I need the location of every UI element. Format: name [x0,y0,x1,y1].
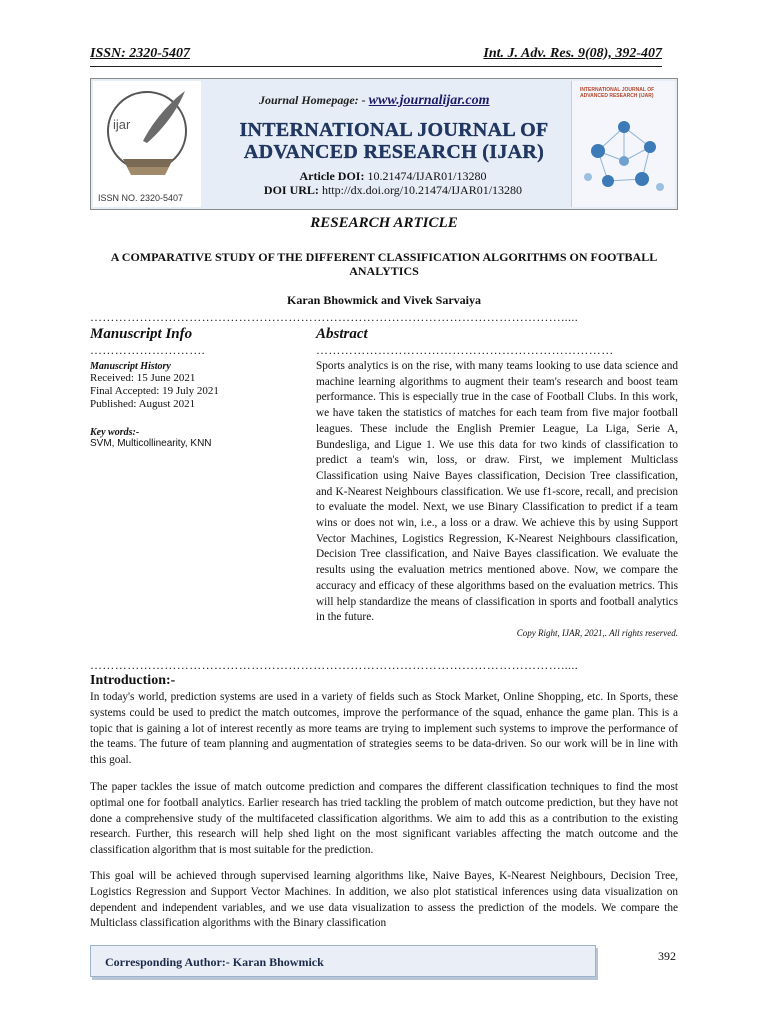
introduction-paragraph-2: The paper tackles the issue of match outcome prediction and compares the different classification techniques to find the most optimal one for football analytics. Earlier research has tried tackling the problem of match outcome prediction, but they have not done a comprehensive study of the multifaceted classification algorithms. We aim to add this as a contribution to the existing research. Further, this research will help shed light on the most significant variables affecting the match outcome and the classification algorithm that is most suitable for the prediction. [90,781,678,857]
journal-title-line2: ADVANCED RESEARCH (IJAR) [243,141,545,163]
doi-label: Article DOI: [299,169,365,183]
logo-text: ijar [113,117,131,132]
manuscript-info [90,326,290,450]
logo-issn: ISSN NO. 2320-5407 [98,193,184,203]
article-type: RESEARCH ARTICLE [310,215,458,231]
article-authors: Karan Bhowmick and Vivek Sarvaiya [286,293,482,307]
running-header [90,46,662,62]
copyright-notice: Copy Right, IJAR, 2021,. All rights reserved. [516,627,678,638]
introduction-paragraph-1: In today's world, prediction systems are used in a variety of fields such as Stock Market, Online Shopping, etc. In Sports, these systems could be used to predict the match outcomes, improve the performance of the squad, enhance the game plan. This is a topic that is gaining a lot of interest recently as more teams are trying to implement such systems to improve the performance of the teams. The future of team planning and augmentation of strategies seems to be data-driven. So our work will be in line with this goal. [90,691,678,767]
homepage-link[interactable]: www.journalijar.com [368,93,490,108]
corresponding-author-box [90,945,596,977]
journal-homepage [259,93,490,109]
manuscript-dots: ………………………. [90,343,205,357]
abstract-text: Sports analytics is on the rise, with many teams looking to use data science and machine learning algorithms to augment their team's research and boost team performance. This is especially true in the case of Football Clubs. In this work, we have taken the statistics of matches for each team from five major football leagues. These include the English Premier League, La Liga, Serie A, Bundesliga, and Ligue 1. We use this data for two kinds of classification to predict a team's win, loss, or draw. First, we implement Multiclass Classification using Naive Bayes classification, Decision Tree classification, and K-Nearest Neighbours classification. We use f1-score, recall, and precision to evaluate the model. Next, we use Binary Classification to predict if a team wins or does not win, i.e., a loss or a draw. We achieve this by using Support Vector Machines, Logistics Regression, K-Nearest Neighbours classification, Decision Tree classification, and Naive Bayes classification. We evaluate the results using the evaluation metrics mentioned above. Now, we compare the accuracy and efficacy of these algorithms based on the evaluation metrics. This will help standardize the means of classification in sports and football analytics in the future. [316,360,678,624]
corresponding-author: Corresponding Author:- Karan Bhowmick [105,955,324,969]
quill-icon [93,81,201,207]
separator-top: ……………………………………………………………………………………………………..... [90,312,579,322]
manuscript-info-heading: Manuscript Info [90,326,193,342]
molecule-graphic [578,117,670,203]
journal-cover-image [571,81,675,207]
manuscript-history-label: Manuscript History [90,361,171,372]
issn-label: ISSN: 2320-5407 [90,46,190,61]
journal-banner [90,78,678,210]
article-title: A COMPARATIVE STUDY OF THE DIFFERENT CLASSIFICATION ALGORITHMS ON FOOTBALL ANALYTICS [110,250,658,278]
journal-logo [93,81,201,207]
cover-title: INTERNATIONAL JOURNAL OF ADVANCED RESEARCH (IJAR) [580,87,655,99]
journal-title-line1: INTERNATIONAL JOURNAL OF [239,119,549,141]
keywords-text: SVM, Multicollinearity, KNN [90,438,212,449]
abstract-dots: ……………………………………………………………… [316,343,614,357]
accepted-date: Final Accepted: 19 July 2021 [90,385,219,397]
keywords-label: Key words:- [90,427,140,438]
header-rule [90,66,662,67]
doi-block [243,169,543,197]
citation-label: Int. J. Adv. Res. 9(08), 392-407 [483,46,662,61]
doi-url-label: DOI URL: [263,183,319,197]
doi-value: 10.21474/IJAR01/13280 [367,169,487,183]
page-number: 392 [658,949,676,963]
published-date: Published: August 2021 [90,398,196,410]
doi-url-link[interactable]: http://dx.doi.org/10.21474/IJAR01/13280 [321,183,523,197]
received-date: Received: 15 June 2021 [90,372,196,384]
introduction-heading: Introduction:- [90,673,176,688]
introduction-paragraph-3: This goal will be achieved through supervised learning algorithms like, Naive Bayes, K-Nearest Neighbours, Decision Tree, Logistics Regression and Support Vector Machines. In addition, we also plot statistical inferences using data visualization on dependent and independent variables, and we use data visualization to assess the prediction of the models. We compare the Multiclass classification algorithms with the Binary classification [90,870,678,930]
separator-bottom: ……………………………………………………………………………………………………..... [90,660,579,670]
journal-title [219,119,569,163]
homepage-label: Journal Homepage: - [259,93,366,107]
abstract-section [316,326,678,638]
abstract-heading: Abstract [316,326,368,342]
